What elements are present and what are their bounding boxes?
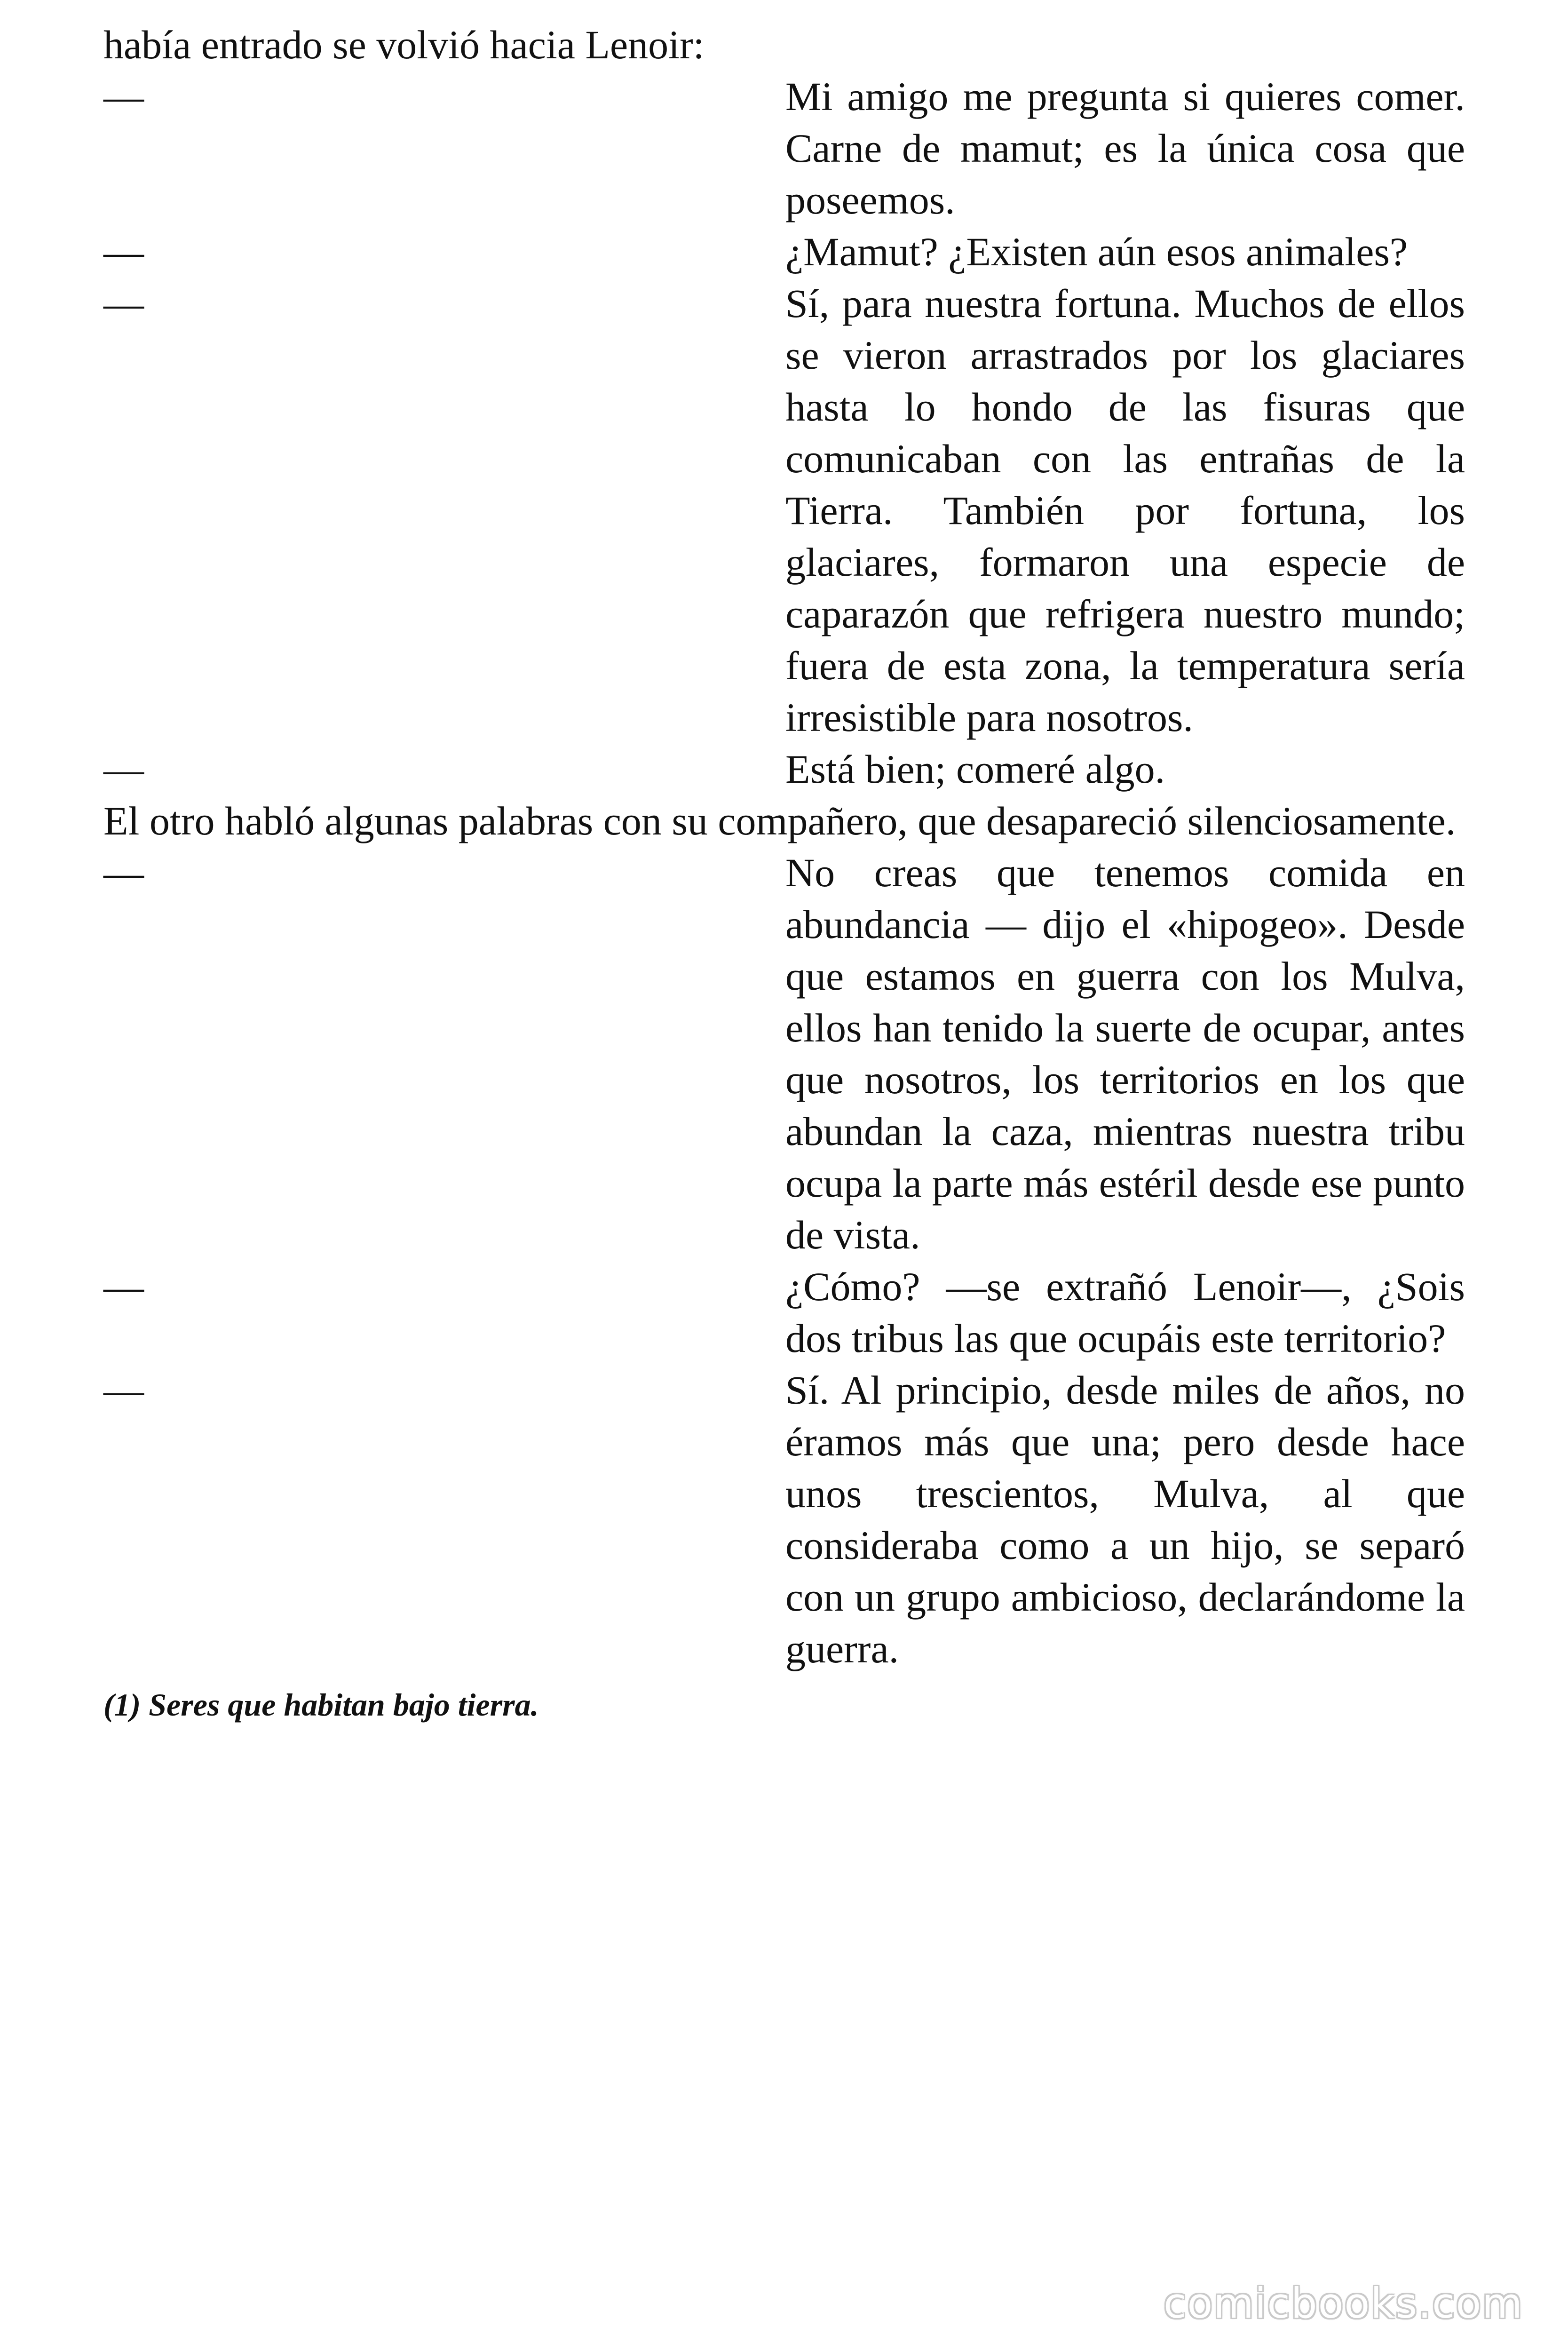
dialogue-dash: —	[103, 281, 144, 326]
dialogue-text: Mi amigo me pregunta si quieres comer. Carne de mamut; es la única cosa que poseemos.	[785, 74, 1465, 222]
opening-line: había entrado se volvió hacia Lenoir:	[103, 22, 705, 67]
dialogue-dash: —	[103, 1367, 144, 1413]
dialogue-entry	[103, 71, 1465, 226]
dialogue-entry	[103, 1261, 1465, 1364]
watermark-logo: comicbooks.com	[1163, 2279, 1523, 2328]
narration-paragraph: El otro habló algunas palabras con su compañero, que desapareció silenciosamente.	[103, 798, 1456, 843]
dialogue-dash: —	[103, 1264, 144, 1309]
dialogue-entry	[103, 847, 1465, 1261]
dialogue-entry	[103, 226, 1465, 278]
dialogue-entry	[103, 1364, 1465, 1675]
document-page	[103, 19, 1465, 1728]
dialogue-entry	[103, 278, 1465, 743]
dialogue-text: Sí. Al principio, desde miles de años, no éramos más que una; pero desde hace unos trescientos, Mulva, al que consideraba como a un hijo, se separó con un grupo ambicioso, declarándome la guerra.	[785, 1367, 1465, 1671]
dialogue-text: Sí, para nuestra fortuna. Muchos de ellos se vieron arrastrados por los glaciares hasta lo hondo de las fisuras que comunicaban con las entrañas de la Tierra. También por fortuna, los glaciares, formaron una especie de caparazón que refrigera nuestro mundo; fuera de esta zona, la temperatura sería irresistible para nosotros.	[785, 281, 1465, 740]
dialogue-text: Está bien; comeré algo.	[785, 747, 1165, 792]
dialogue-text: ¿Mamut? ¿Existen aún esos animales?	[785, 229, 1408, 274]
dialogue-text: No creas que tenemos comida en abundancia — dijo el «hipogeo». Desde que estamos en guerra con los Mulva, ellos han tenido la suerte de ocupar, antes que nosotros, los territorios en los que abundan la caza, mientras nuestra tribu ocupa la parte más estéril desde ese punto de vista.	[785, 850, 1465, 1257]
dialogue-entry	[103, 743, 1465, 795]
dialogue-dash: —	[103, 747, 144, 792]
dialogue-dash: —	[103, 229, 144, 274]
dialogue-dash: —	[103, 74, 144, 119]
dialogue-text: ¿Cómo? —se extrañó Lenoir—, ¿Sois dos tribus las que ocupáis este territorio?	[785, 1264, 1465, 1361]
footnote: (1) Seres que habitan bajo tierra.	[103, 1687, 539, 1723]
dialogue-dash: —	[103, 850, 144, 895]
